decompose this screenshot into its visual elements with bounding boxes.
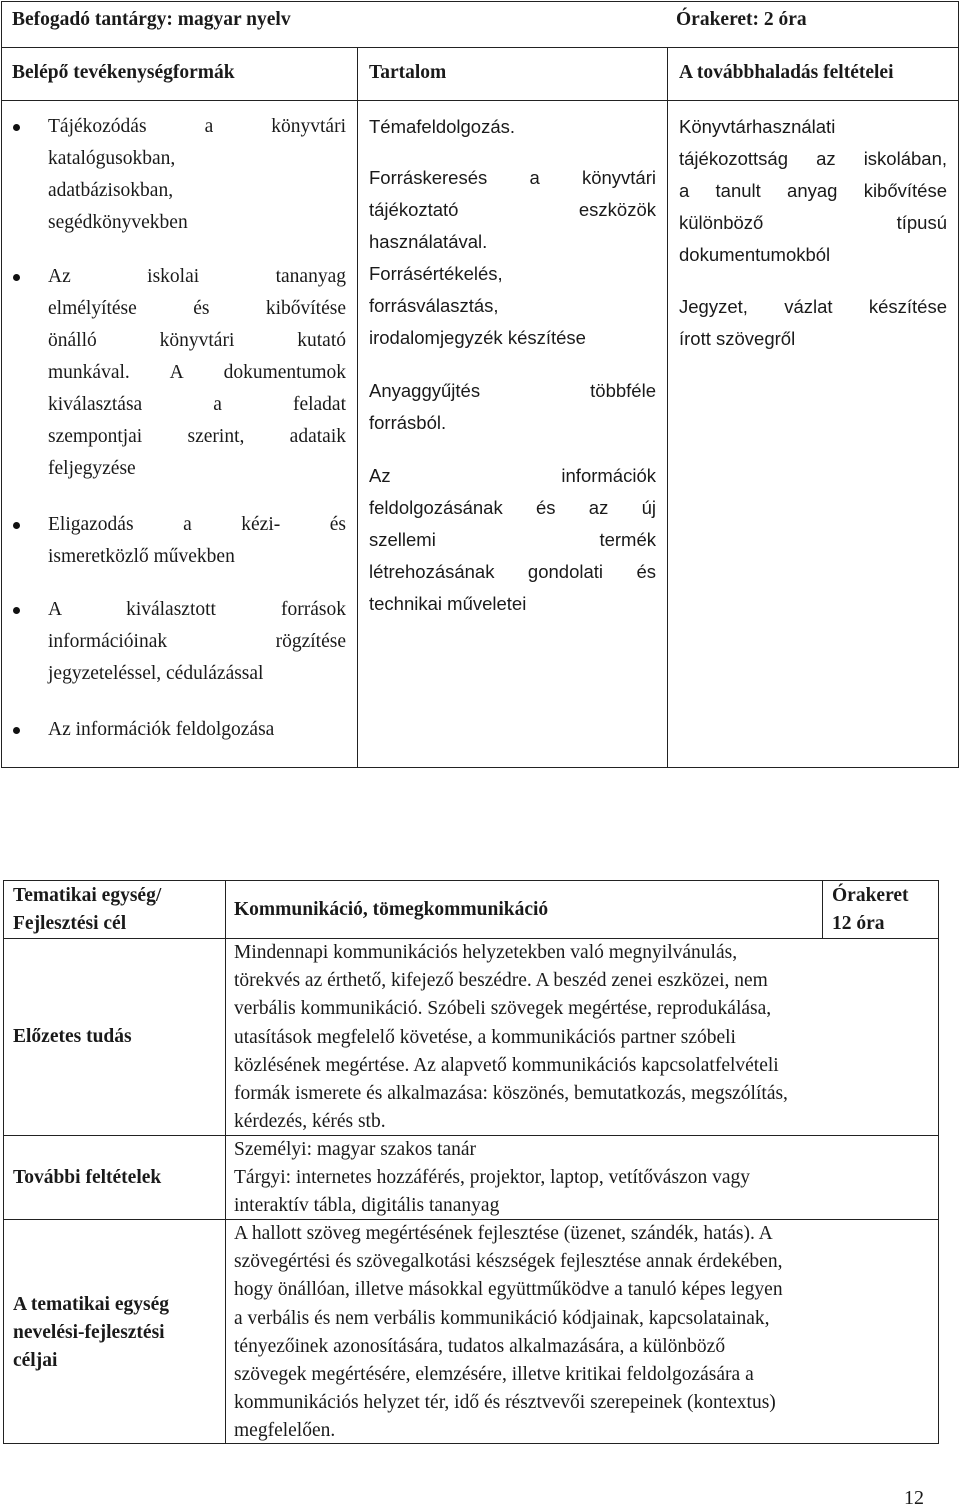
conditions-paragraph: Könyvtárhasználati tájékozottság az iskolában, a tanult anyag kibővítése különböző típusú dokumentumokból [679, 116, 947, 265]
further-conditions-label: További feltételek [13, 1167, 162, 1188]
hours-value: 12 óra [832, 913, 885, 934]
page-number: 12 [904, 1487, 924, 1509]
list-item: A kiválasztott források információinak rögzítése jegyzeteléssel, cédulázással [48, 599, 346, 684]
conditions-paragraph: Jegyzet, vázlat készítése írott szövegről [679, 296, 947, 349]
list-item: Az információk feldolgozása [48, 719, 275, 740]
content-paragraph: Témafeldolgozás. [369, 116, 516, 137]
column-header-activities: Belépő tevékenységformák [12, 62, 235, 83]
bullet-icon [13, 124, 20, 131]
subject-heading: Befogadó tantárgy: magyar nyelv [12, 9, 291, 30]
bullet-icon [13, 522, 20, 529]
goals-label: A tematikai egység nevelési-fejlesztési céljai [13, 1294, 169, 1372]
column-header-content: Tartalom [369, 62, 447, 83]
hours-label: Órakeret [832, 885, 909, 906]
content-paragraph: Az információk feldolgozásának és az új szellemi termék létrehozásának gondolati és technikai műveletei [369, 465, 656, 614]
bullet-icon [13, 274, 20, 281]
content-paragraph: Anyaggyűjtés többféle forrásból. [369, 380, 656, 433]
content-paragraph: Forráskeresés a könyvtári tájékoztató eszközök használatával. [369, 167, 656, 252]
list-item: Eligazodás a kézi- és ismeretközlő művekben [48, 514, 346, 567]
hours-heading: Órakeret: 2 óra [676, 9, 807, 30]
goals-text: A hallott szöveg megértésének fejlesztése (üzenet, szándék, hatás). A szövegértési és szövegalkotási készségek fejlesztése annak érdekében, hogy önállóan, illetve másokkal együttműködve a tanuló képes legyen a verbális és nem verbális kommunikáció kódjainak, kapcsolatainak, tényezőinek azonosítására, tudatos alkalmazására, a különböző szövegek megértésére, elemzésére, illetve kritikai feldolgozására a kommunikációs helyzet tér, idő és résztvevői szerepeinek (kontextus) megfelelően. [234, 1223, 783, 1442]
further-conditions-text: Személyi: magyar szakos tanár Tárgyi: internetes hozzáférés, projektor, laptop, vetítővászon vagy interaktív tábla, digitális tananyag [234, 1139, 750, 1217]
prior-knowledge-label: Előzetes tudás [13, 1026, 132, 1047]
bullet-icon [13, 727, 20, 734]
bullet-icon [13, 607, 20, 614]
content-paragraph: Forrásértékelés, forrásválasztás, irodalomjegyzék készítése [369, 263, 586, 348]
list-item: Tájékozódás a könyvtári katalógusokban, adatbázisokban, segédkönyvekben [48, 116, 346, 233]
list-item: Az iskolai tananyag elmélyítése és kibővítése önálló könyvtári kutató munkával. A dokumentumok kiválasztása a feladat szempontjai szerint, adataik feljegyzése [48, 266, 346, 479]
column-header-conditions: A továbbhaladás feltételei [679, 62, 894, 83]
topic-label: Tematikai egység/ Fejlesztési cél [13, 885, 162, 935]
prior-knowledge-text: Mindennapi kommunikációs helyzetekben való megnyilvánulás, törekvés az érthető, kifejező beszédre. A beszéd zenei eszközei, nem verbális kommunikáció. Szóbeli szövegek megértése, reprodukálása, utasítások megfelelő követése, a kommunikációs partner szóbeli közlésének megértése. Az alapvető kommunikációs kapcsolatfelvételi formák ismerete és alkalmazása: köszönés, bemutatkozás, megszólítás, kérdezés, kérés stb. [234, 942, 788, 1133]
topic-title: Kommunikáció, tömegkommunikáció [234, 899, 549, 920]
